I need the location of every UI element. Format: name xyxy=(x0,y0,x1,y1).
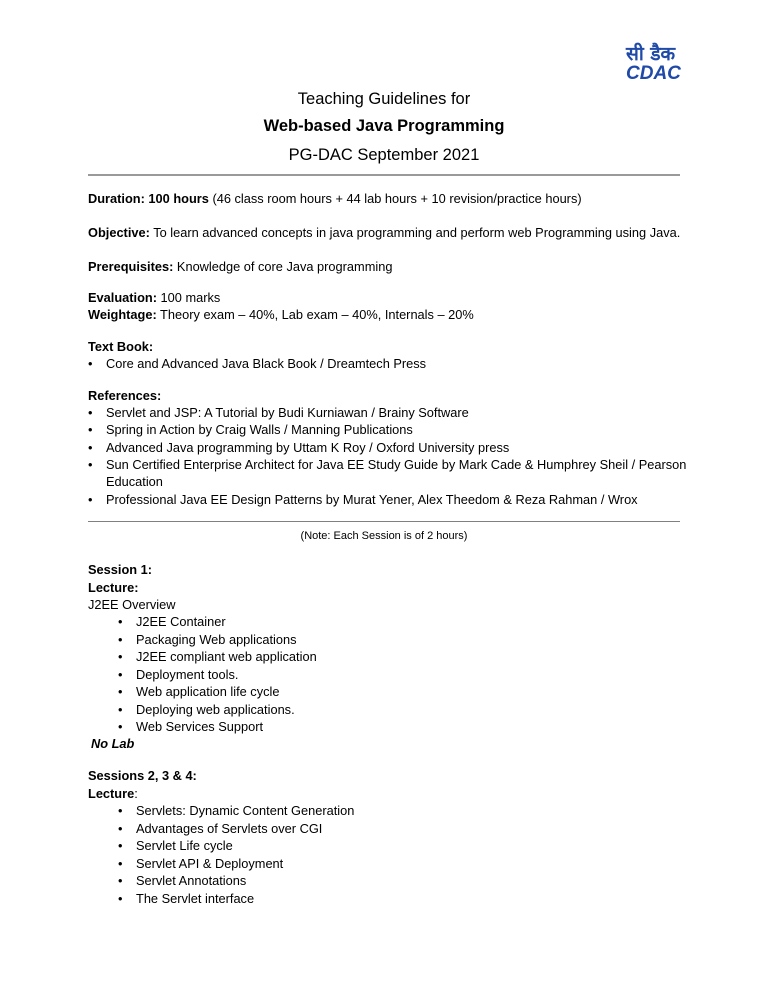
textbook-heading-text: Text Book: xyxy=(88,339,154,354)
session-1-item-text: Web Services Support xyxy=(136,719,264,734)
evaluation-line xyxy=(88,289,220,307)
objective-value: To learn advanced concepts in java programming and perform web Programming using Java. xyxy=(149,225,681,240)
session-1-item-text: Web application life cycle xyxy=(136,684,280,699)
duration-value: 100 hours xyxy=(144,191,209,206)
bullet-icon: • xyxy=(118,803,123,818)
textbook-heading xyxy=(88,338,153,356)
session-1-item-text: Packaging Web applications xyxy=(136,632,297,647)
bullet-icon: • xyxy=(88,405,93,420)
session-1-heading xyxy=(88,561,152,579)
reference-item-text: Professional Java EE Design Patterns by Murat Yener, Alex Theedom & Reza Rahman / Wrox xyxy=(106,492,638,507)
bullet-icon: • xyxy=(118,684,123,699)
session-1-item-text: Deployment tools. xyxy=(136,667,239,682)
session-1-item-text: J2EE Container xyxy=(136,614,226,629)
session-2-item-text: Servlets: Dynamic Content Generation xyxy=(136,803,355,818)
session-2-heading xyxy=(88,767,197,785)
title-line-1: Teaching Guidelines for xyxy=(297,90,471,108)
weightage-value: Theory exam – 40%, Lab exam – 40%, Internals – 20% xyxy=(156,307,474,322)
prerequisites-line xyxy=(88,258,392,276)
textbook-item-text: Core and Advanced Java Black Book / Dreamtech Press xyxy=(106,356,427,371)
bullet-icon: • xyxy=(118,838,123,853)
evaluation-label: Evaluation: xyxy=(88,290,157,305)
duration-detail: (46 class room hours + 44 lab hours + 10 revision/practice hours) xyxy=(208,191,582,206)
evaluation-value: 100 marks xyxy=(156,290,221,305)
session-1-lab xyxy=(91,735,134,753)
session-2-lecture-text: Lecture xyxy=(88,786,135,801)
reference-item-text: Servlet and JSP: A Tutorial by Budi Kurniawan / Brainy Software xyxy=(106,405,469,420)
session-2-item-text: Servlet Annotations xyxy=(136,873,247,888)
objective-label: Objective: xyxy=(88,225,150,240)
bullet-icon: • xyxy=(88,457,93,472)
references-heading-text: References: xyxy=(88,388,162,403)
reference-item-text: Advanced Java programming by Uttam K Roy / Oxford University press xyxy=(106,440,510,455)
prerequisites-label: Prerequisites: xyxy=(88,259,174,274)
bullet-icon: • xyxy=(118,702,123,717)
duration-label: Duration: xyxy=(88,191,145,206)
title-line-3: PG-DAC September 2021 xyxy=(288,146,480,164)
objective-line xyxy=(88,224,680,242)
session-2-item-text: Servlet API & Deployment xyxy=(136,856,284,871)
session-1-lecture-text: Lecture: xyxy=(88,580,139,595)
bullet-icon: • xyxy=(118,821,123,836)
session-2-item-text: Servlet Life cycle xyxy=(136,838,233,853)
bullet-icon: • xyxy=(118,873,123,888)
bullet-icon: • xyxy=(118,614,123,629)
bullet-icon: • xyxy=(88,492,93,507)
bullet-icon: • xyxy=(88,422,93,437)
logo-hindi-text: सी डैक xyxy=(626,43,676,65)
session-1-lab-text: No Lab xyxy=(91,736,135,751)
section-divider xyxy=(88,521,680,522)
bullet-icon: • xyxy=(118,632,123,647)
session-1-item-text: Deploying web applications. xyxy=(136,702,295,717)
bullet-icon: • xyxy=(118,649,123,664)
session-2-lecture-label xyxy=(88,785,138,803)
bullet-icon: • xyxy=(118,891,123,906)
bullet-icon: • xyxy=(118,856,123,871)
session-1-lecture-label xyxy=(88,579,139,597)
cdac-logo xyxy=(624,44,680,84)
reference-item-text: Education xyxy=(106,474,163,489)
header-divider xyxy=(88,174,680,176)
bullet-icon: • xyxy=(118,719,123,734)
session-1-heading-text: Session 1: xyxy=(88,562,153,577)
bullet-icon: • xyxy=(88,356,93,371)
weightage-line xyxy=(88,306,474,324)
reference-item-text: Spring in Action by Craig Walls / Manning Publications xyxy=(106,422,413,437)
session-note: (Note: Each Session is of 2 hours) xyxy=(300,530,468,542)
session-2-lecture-colon: : xyxy=(134,786,138,801)
reference-item-text: Sun Certified Enterprise Architect for Java EE Study Guide by Mark Cade & Humphrey Sheil / Pearson xyxy=(106,457,687,472)
session-1-item-text: J2EE compliant web application xyxy=(136,649,317,664)
weightage-label: Weightage: xyxy=(88,307,157,322)
session-2-heading-text: Sessions 2, 3 & 4: xyxy=(88,768,197,783)
session-2-item-text: Advantages of Servlets over CGI xyxy=(136,821,323,836)
title-line-2: Web-based Java Programming xyxy=(263,117,505,135)
duration-line xyxy=(88,190,582,208)
references-heading xyxy=(88,387,161,405)
logo-latin-text: CDAC xyxy=(626,63,681,84)
bullet-icon: • xyxy=(118,667,123,682)
session-1-topic: J2EE Overview xyxy=(88,597,176,612)
prerequisites-value: Knowledge of core Java programming xyxy=(173,259,393,274)
session-2-item-text: The Servlet interface xyxy=(136,891,255,906)
bullet-icon: • xyxy=(88,440,93,455)
